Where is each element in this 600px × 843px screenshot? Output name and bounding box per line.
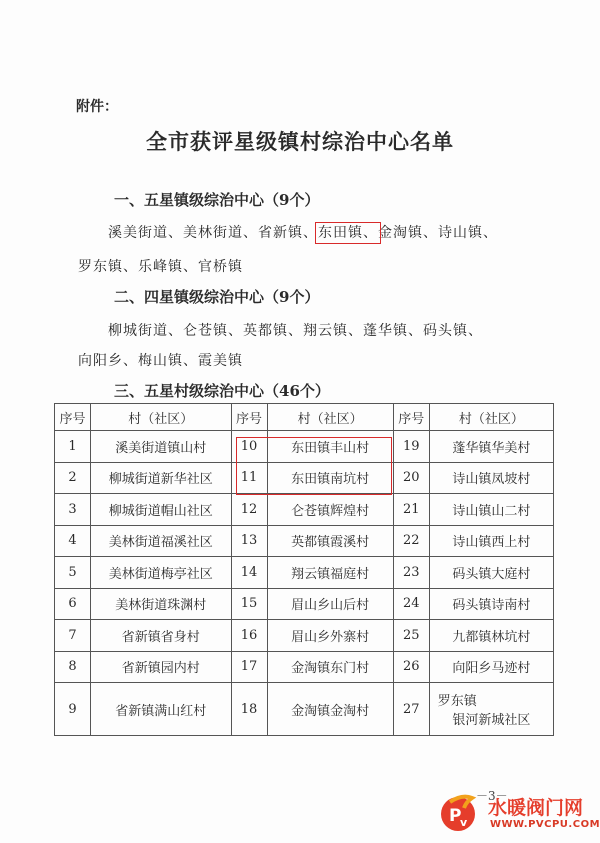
serial-cell: 5	[55, 557, 91, 589]
village-cell: 眉山乡山后村	[267, 588, 393, 620]
village-cell: 码头镇诗南村	[429, 588, 553, 620]
town-list-text: 溪美街道、美林街道、省新镇、	[108, 225, 318, 241]
serial-cell: 19	[393, 431, 429, 463]
village-cell: 向阳乡马迹村	[429, 651, 553, 683]
village-cell: 英都镇霞溪村	[267, 525, 393, 557]
attachment-label: 附件：	[76, 99, 118, 115]
table-header-row	[55, 404, 554, 431]
highlight-box	[236, 437, 392, 495]
watermark-brand: 水暖阀门网	[488, 797, 584, 819]
village-cell: 溪美街道镇山村	[90, 431, 231, 463]
village-cell: 东田镇南坑村	[267, 462, 393, 494]
village-cell: 柳城街道帽山社区	[90, 494, 231, 526]
serial-cell: 8	[55, 651, 91, 683]
table-row	[55, 494, 554, 526]
village-cell: 金淘镇东门村	[267, 651, 393, 683]
village-cell: 省新镇省身村	[90, 620, 231, 652]
header-village-3: 村（社区）	[429, 404, 553, 431]
table-row	[55, 588, 554, 620]
village-cell-line: 罗东镇	[437, 694, 477, 709]
svg-text:P: P	[449, 806, 462, 826]
serial-cell: 26	[393, 651, 429, 683]
village-cell: 金淘镇金淘村	[267, 683, 393, 736]
village-cell: 诗山镇凤坡村	[429, 462, 553, 494]
header-village-2: 村（社区）	[267, 404, 393, 431]
village-cell: 仑苍镇辉煌村	[267, 494, 393, 526]
serial-cell: 3	[55, 494, 91, 526]
village-cell: 诗山镇西上村	[429, 525, 553, 557]
table-row	[55, 557, 554, 589]
header-serial-1: 序号	[55, 404, 91, 431]
serial-cell: 2	[55, 462, 91, 494]
serial-cell: 9	[55, 683, 91, 736]
table-row	[55, 525, 554, 557]
village-cell: 眉山乡外寨村	[267, 620, 393, 652]
table-row	[55, 683, 554, 736]
serial-cell: 25	[393, 620, 429, 652]
serial-cell: 21	[393, 494, 429, 526]
serial-cell: 18	[231, 683, 267, 736]
watermark-url: WWW.PVCPU.COM	[490, 819, 600, 830]
serial-cell: 1	[55, 431, 91, 463]
serial-cell: 4	[55, 525, 91, 557]
village-cell: 九都镇林坑村	[429, 620, 553, 652]
table-row	[55, 651, 554, 683]
serial-cell: 22	[393, 525, 429, 557]
serial-cell: 16	[231, 620, 267, 652]
serial-cell: 12	[231, 494, 267, 526]
village-cell: 美林街道珠渊村	[90, 588, 231, 620]
table-row	[55, 620, 554, 652]
village-cell: 柳城街道新华社区	[90, 462, 231, 494]
village-cell: 美林街道福溪社区	[90, 525, 231, 557]
page-number: －3－	[476, 789, 508, 803]
village-cell	[429, 683, 553, 736]
village-cell: 蓬华镇华美村	[429, 431, 553, 463]
pv-logo-icon	[436, 788, 484, 836]
serial-cell: 17	[231, 651, 267, 683]
village-cell: 码头镇大庭村	[429, 557, 553, 589]
section-2-line-2: 向阳乡、梅山镇、霞美镇	[78, 353, 243, 369]
village-cell-line: 银河新城社区	[452, 713, 531, 728]
serial-cell: 15	[231, 588, 267, 620]
serial-cell: 13	[231, 525, 267, 557]
serial-cell: 7	[55, 620, 91, 652]
header-village-1: 村（社区）	[90, 404, 231, 431]
village-cell: 诗山镇山二村	[429, 494, 553, 526]
section-heading-3: 三、五星村级综治中心（46个）	[114, 382, 330, 400]
village-cell: 东田镇丰山村	[267, 431, 393, 463]
village-cell: 省新镇园内村	[90, 651, 231, 683]
village-cell: 美林街道梅亭社区	[90, 557, 231, 589]
village-cell: 省新镇满山红村	[90, 683, 231, 736]
section-heading-2: 二、四星镇级综治中心（9个）	[114, 288, 320, 306]
serial-cell: 14	[231, 557, 267, 589]
page-title: 全市获评星级镇村综治中心名单	[146, 129, 454, 154]
header-serial-3: 序号	[393, 404, 429, 431]
serial-cell: 11	[231, 462, 267, 494]
serial-cell: 10	[231, 431, 267, 463]
serial-cell: 23	[393, 557, 429, 589]
section-1-line-1	[108, 222, 498, 242]
town-list-text: 金淘镇、诗山镇、	[378, 225, 498, 241]
header-serial-2: 序号	[231, 404, 267, 431]
highlighted-town: 东田镇、	[318, 225, 378, 241]
serial-cell: 20	[393, 462, 429, 494]
section-1-line-2: 罗东镇、乐峰镇、官桥镇	[78, 259, 243, 275]
serial-cell: 27	[393, 683, 429, 736]
watermark-logo	[436, 788, 600, 840]
serial-cell: 6	[55, 588, 91, 620]
section-2-line-1: 柳城街道、仑苍镇、英都镇、翔云镇、蓬华镇、码头镇、	[108, 323, 483, 339]
village-cell: 翔云镇福庭村	[267, 557, 393, 589]
section-heading-1: 一、五星镇级综治中心（9个）	[114, 191, 320, 209]
svg-text:v: v	[460, 816, 468, 829]
serial-cell: 24	[393, 588, 429, 620]
